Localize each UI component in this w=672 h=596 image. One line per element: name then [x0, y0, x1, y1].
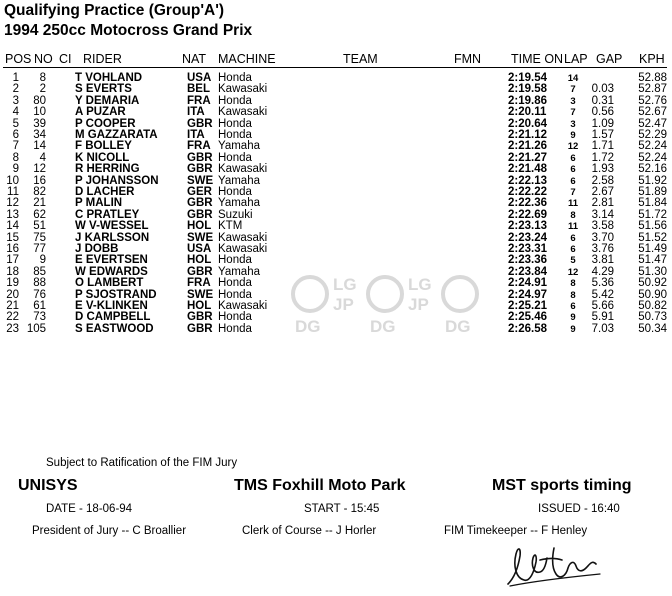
rider-cell: J KARLSSON	[75, 231, 150, 244]
lap-cell: 9	[570, 323, 576, 335]
pos-cell: 8	[12, 151, 19, 164]
kph-cell: 50.92	[638, 277, 667, 290]
table-row	[0, 221, 672, 232]
machine-cell: Honda	[218, 94, 252, 107]
table-row	[0, 130, 672, 141]
nat-cell: GBR	[187, 208, 213, 221]
table-row	[0, 290, 672, 301]
nat-cell: ITA	[187, 106, 205, 119]
lap-cell: 3	[570, 95, 576, 107]
pos-cell: 6	[12, 129, 19, 141]
time-cell: 2:26.58	[508, 322, 548, 335]
time-cell: 2:19.86	[508, 94, 548, 107]
rider-cell: S EVERTS	[75, 83, 132, 96]
nat-cell: ITA	[187, 129, 205, 141]
gap-cell: 5.42	[591, 288, 614, 301]
table-row	[0, 324, 672, 335]
nat-cell: GBR	[187, 151, 213, 164]
time-cell: 2:21.26	[508, 140, 548, 153]
table-row	[0, 301, 672, 312]
time-cell: 2:21.12	[508, 129, 548, 141]
nat-cell: HOL	[187, 254, 212, 267]
table-row	[0, 244, 672, 255]
kph-cell: 51.49	[638, 243, 667, 255]
kph-cell: 51.72	[638, 208, 667, 221]
rider-cell: D LACHER	[75, 186, 135, 198]
table-row	[0, 267, 672, 278]
nat-cell: GBR	[187, 322, 213, 335]
pos-cell: 16	[6, 243, 19, 255]
pos-cell: 4	[12, 106, 19, 119]
time-cell: 2:21.48	[508, 163, 548, 176]
rider-cell: A PUZAR	[75, 106, 126, 119]
number-cell: 34	[33, 129, 46, 141]
president-of-jury: President of Jury -- C Broallier	[32, 525, 187, 537]
lap-cell: 8	[570, 289, 576, 301]
machine-cell: Yamaha	[218, 265, 260, 278]
lap-cell: 9	[570, 312, 576, 324]
table-row	[0, 73, 672, 84]
rider-cell: T VOHLAND	[75, 72, 143, 84]
lap-cell: 6	[570, 175, 576, 187]
pos-cell: 10	[6, 174, 19, 187]
watermark-text-jp: JP	[333, 295, 354, 314]
table-row	[0, 84, 672, 95]
nat-cell: BEL	[187, 83, 210, 96]
time-cell: 2:24.91	[508, 277, 548, 290]
time-cell: 2:23.36	[508, 254, 548, 267]
table-row	[0, 119, 672, 130]
machine-cell: KTM	[218, 220, 243, 233]
pos-cell: 18	[6, 265, 19, 278]
number-cell: 16	[33, 174, 46, 187]
table-row	[0, 198, 672, 209]
lap-cell: 5	[570, 255, 576, 267]
lap-cell: 3	[570, 118, 576, 130]
lap-cell: 9	[570, 130, 576, 141]
table-row	[0, 278, 672, 289]
lap-cell: 6	[570, 301, 576, 312]
kph-cell: 51.52	[638, 231, 667, 244]
time-cell: 2:25.46	[508, 311, 548, 324]
machine-cell: Kawasaki	[218, 231, 268, 244]
clerk-of-course: Clerk of Course -- J Horler	[242, 525, 377, 537]
col-nat: NAT	[182, 52, 207, 66]
number-cell: 14	[33, 140, 46, 153]
rider-cell: S EASTWOOD	[75, 322, 154, 335]
gap-cell: 3.14	[591, 208, 614, 221]
kph-cell: 51.30	[638, 265, 667, 278]
event-date: DATE - 18-06-94	[46, 503, 133, 515]
nat-cell: USA	[187, 243, 212, 255]
time-cell: 2:21.27	[508, 151, 548, 164]
number-cell: 82	[33, 186, 46, 198]
pos-cell: 15	[6, 231, 19, 244]
rider-cell: P MALIN	[75, 197, 123, 210]
lap-cell: 7	[570, 84, 576, 96]
rider-cell: D CAMPBELL	[75, 311, 151, 324]
number-cell: 75	[33, 231, 46, 244]
lap-cell: 6	[570, 152, 576, 164]
pos-cell: 5	[12, 117, 19, 130]
machine-cell: Honda	[218, 186, 252, 198]
rider-cell: P JOHANSSON	[75, 174, 159, 187]
time-cell: 2:23.31	[508, 243, 548, 255]
rider-cell: J DOBB	[75, 243, 119, 255]
nat-cell: USA	[187, 72, 212, 84]
pos-cell: 23	[6, 322, 19, 335]
lap-cell: 8	[570, 278, 576, 290]
number-cell: 4	[39, 151, 46, 164]
table-row	[0, 107, 672, 118]
kph-cell: 51.84	[638, 197, 667, 210]
nat-cell: HOL	[187, 300, 212, 312]
number-cell: 12	[33, 163, 46, 176]
pos-cell: 1	[12, 72, 19, 84]
start-time: START - 15:45	[304, 503, 380, 515]
gap-cell: 1.09	[591, 117, 614, 130]
table-row	[0, 187, 672, 198]
document-title: Qualifying Practice (Group'A')	[4, 2, 225, 19]
col-gap: GAP	[596, 52, 623, 66]
time-cell: 2:22.13	[508, 174, 548, 187]
pos-cell: 3	[12, 94, 19, 107]
kph-cell: 52.24	[638, 140, 667, 153]
number-cell: 76	[33, 288, 46, 301]
machine-cell: Kawasaki	[218, 106, 268, 119]
pos-cell: 17	[6, 254, 19, 267]
time-cell: 2:22.22	[508, 186, 548, 198]
kph-cell: 50.82	[638, 300, 667, 312]
machine-cell: Honda	[218, 288, 252, 301]
pos-cell: 11	[7, 186, 19, 198]
nat-cell: FRA	[187, 94, 211, 107]
pos-cell: 13	[6, 208, 19, 221]
machine-cell: Honda	[218, 72, 252, 84]
pos-cell: 2	[12, 83, 19, 96]
rider-cell: W EDWARDS	[75, 265, 148, 278]
gap-cell: 1.57	[591, 129, 614, 141]
watermark-text-dg: DG	[295, 317, 321, 334]
lap-cell: 6	[570, 232, 576, 244]
number-cell: 105	[26, 322, 46, 335]
table-row	[0, 210, 672, 221]
machine-cell: Kawasaki	[218, 300, 268, 312]
time-cell: 2:23.13	[508, 220, 548, 233]
rider-cell: K NICOLL	[75, 151, 130, 164]
machine-cell: Honda	[218, 254, 252, 267]
number-cell: 39	[33, 117, 46, 130]
number-cell: 2	[39, 83, 46, 96]
nat-cell: HOL	[187, 220, 212, 233]
number-cell: 21	[33, 197, 46, 210]
time-cell: 2:24.97	[508, 288, 548, 301]
gap-cell: 3.81	[591, 254, 614, 267]
pos-cell: 20	[6, 288, 19, 301]
nat-cell: GER	[187, 186, 212, 198]
header-rule	[3, 67, 667, 68]
kph-cell: 52.47	[638, 117, 667, 130]
kph-cell: 52.88	[638, 72, 667, 84]
watermark-text-lg: LG	[333, 275, 357, 294]
time-cell: 2:22.69	[508, 208, 548, 221]
lap-cell: 6	[570, 244, 576, 255]
machine-cell: Kawasaki	[218, 83, 268, 96]
rider-cell: E EVERTSEN	[75, 254, 148, 267]
machine-cell: Honda	[218, 129, 252, 141]
lap-cell: 7	[570, 187, 576, 198]
watermark-text-dg-2: DG	[370, 317, 396, 334]
gap-cell: 7.03	[591, 322, 614, 335]
col-fmn: FMN	[454, 52, 482, 66]
handwritten-signature-icon	[500, 538, 610, 590]
number-cell: 51	[33, 220, 46, 233]
rider-cell: F BOLLEY	[75, 140, 132, 153]
gap-cell: 0.31	[591, 94, 614, 107]
machine-cell: Kawasaki	[218, 163, 268, 176]
machine-cell: Yamaha	[218, 140, 260, 153]
gap-cell: 5.66	[591, 300, 614, 312]
gap-cell: 5.36	[591, 277, 614, 290]
kph-cell: 51.56	[638, 220, 667, 233]
gap-cell: 5.91	[591, 311, 614, 324]
lap-cell: 14	[567, 73, 579, 84]
col-rider: RIDER	[83, 52, 122, 66]
lap-cell: 6	[570, 164, 576, 176]
kph-cell: 52.29	[638, 129, 667, 141]
rider-cell: R HERRING	[75, 163, 140, 176]
pos-cell: 22	[6, 311, 19, 324]
machine-cell: Suzuki	[218, 208, 253, 221]
lap-cell: 8	[570, 209, 576, 221]
number-cell: 77	[33, 243, 46, 255]
nat-cell: SWE	[187, 174, 214, 187]
nat-cell: GBR	[187, 197, 213, 210]
gap-cell: 2.81	[591, 197, 614, 210]
time-cell: 2:25.21	[508, 300, 548, 312]
pos-cell: 14	[6, 220, 19, 233]
kph-cell: 52.76	[638, 94, 667, 107]
number-cell: 61	[33, 300, 46, 312]
number-cell: 8	[39, 72, 46, 84]
number-cell: 10	[33, 106, 46, 119]
nat-cell: FRA	[187, 277, 211, 290]
nat-cell: GBR	[187, 311, 213, 324]
kph-cell: 51.92	[638, 174, 667, 187]
table-row	[0, 141, 672, 152]
machine-cell: Honda	[218, 117, 252, 130]
pos-cell: 12	[6, 197, 19, 210]
kph-cell: 52.24	[638, 151, 667, 164]
watermark-text-lg-2: LG	[408, 275, 432, 294]
col-kph: KPH	[639, 52, 665, 66]
time-cell: 2:23.24	[508, 231, 548, 244]
machine-cell: Honda	[218, 277, 252, 290]
col-pos: POS	[5, 52, 32, 66]
watermark-text-jp-2: JP	[408, 295, 429, 314]
rider-cell: W V-WESSEL	[75, 220, 149, 233]
unisys-brand: UNISYS	[18, 477, 78, 494]
number-cell: 88	[33, 277, 46, 290]
gap-cell: 0.56	[591, 106, 614, 119]
table-row	[0, 153, 672, 164]
pos-cell: 19	[6, 277, 19, 290]
table-row	[0, 233, 672, 244]
kph-cell: 51.89	[638, 186, 667, 198]
kph-cell: 50.73	[638, 311, 667, 324]
nat-cell: SWE	[187, 231, 214, 244]
lap-cell: 12	[567, 141, 579, 153]
fim-timekeeper: FIM Timekeeper -- F Henley	[444, 525, 588, 537]
col-no: NO	[34, 52, 53, 66]
number-cell: 9	[39, 254, 46, 267]
issued-time: ISSUED - 16:40	[538, 503, 620, 515]
document-subtitle: 1994 250cc Motocross Grand Prix	[4, 22, 253, 39]
kph-cell: 52.16	[638, 163, 667, 176]
nat-cell: GBR	[187, 265, 213, 278]
lap-cell: 11	[567, 198, 579, 210]
time-cell: 2:19.54	[508, 72, 548, 84]
number-cell: 62	[33, 208, 46, 221]
table-row	[0, 164, 672, 175]
machine-cell: Kawasaki	[218, 243, 268, 255]
gap-cell: 2.67	[591, 186, 614, 198]
gap-cell: 2.58	[591, 174, 614, 187]
number-cell: 80	[33, 94, 46, 107]
lap-cell: 7	[570, 107, 576, 119]
col-lap: LAP	[564, 52, 588, 66]
kph-cell: 52.67	[638, 106, 667, 119]
nat-cell: GBR	[187, 163, 213, 176]
rider-cell: P SJOSTRAND	[75, 288, 157, 301]
col-ci: CI	[59, 52, 72, 66]
table-row	[0, 176, 672, 187]
table-row	[0, 255, 672, 266]
time-cell: 2:19.58	[508, 83, 548, 96]
gap-cell: 1.72	[591, 151, 614, 164]
gap-cell: 3.76	[591, 243, 614, 255]
rider-cell: O LAMBERT	[75, 277, 144, 290]
machine-cell: Honda	[218, 322, 252, 335]
gap-cell: 1.93	[591, 163, 614, 176]
pos-cell: 7	[12, 140, 19, 153]
time-cell: 2:20.11	[508, 106, 547, 119]
kph-cell: 50.34	[638, 322, 667, 335]
nat-cell: SWE	[187, 288, 214, 301]
time-cell: 2:23.84	[508, 265, 548, 278]
rider-cell: C PRATLEY	[75, 208, 140, 221]
rider-cell: Y DEMARIA	[75, 94, 140, 107]
venue-name: TMS Foxhill Moto Park	[234, 477, 406, 494]
col-machine: MACHINE	[218, 52, 276, 66]
kph-cell: 50.90	[638, 288, 667, 301]
table-row	[0, 312, 672, 323]
timing-brand: MST sports timing	[492, 477, 632, 494]
gap-cell: 1.71	[591, 140, 614, 153]
lap-cell: 12	[567, 266, 579, 278]
nat-cell: GBR	[187, 117, 213, 130]
nat-cell: FRA	[187, 140, 211, 153]
machine-cell: Honda	[218, 151, 252, 164]
kph-cell: 52.87	[638, 83, 667, 96]
pos-cell: 9	[12, 163, 19, 176]
watermark-text-dg-3: DG	[445, 317, 471, 334]
col-time-on: TIME ON	[511, 52, 564, 66]
time-cell: 2:22.36	[508, 197, 548, 210]
number-cell: 85	[33, 265, 46, 278]
rider-cell: P COOPER	[75, 117, 136, 130]
table-row	[0, 96, 672, 107]
kph-cell: 51.47	[638, 254, 667, 267]
rider-cell: E V-KLINKEN	[75, 300, 148, 312]
number-cell: 73	[33, 311, 46, 324]
machine-cell: Honda	[218, 311, 252, 324]
gap-cell: 3.58	[591, 220, 614, 233]
gap-cell: 4.29	[591, 265, 614, 278]
rider-cell: M GAZZARATA	[75, 129, 158, 141]
gap-cell: 0.03	[591, 83, 614, 96]
pos-cell: 21	[6, 300, 19, 312]
time-cell: 2:20.64	[508, 117, 548, 130]
ratification-note: Subject to Ratification of the FIM Jury	[46, 457, 238, 469]
machine-cell: Yamaha	[218, 197, 260, 210]
lap-cell: 11	[567, 221, 579, 233]
col-team: TEAM	[343, 52, 378, 66]
machine-cell: Yamaha	[218, 174, 260, 187]
gap-cell: 3.70	[591, 231, 614, 244]
